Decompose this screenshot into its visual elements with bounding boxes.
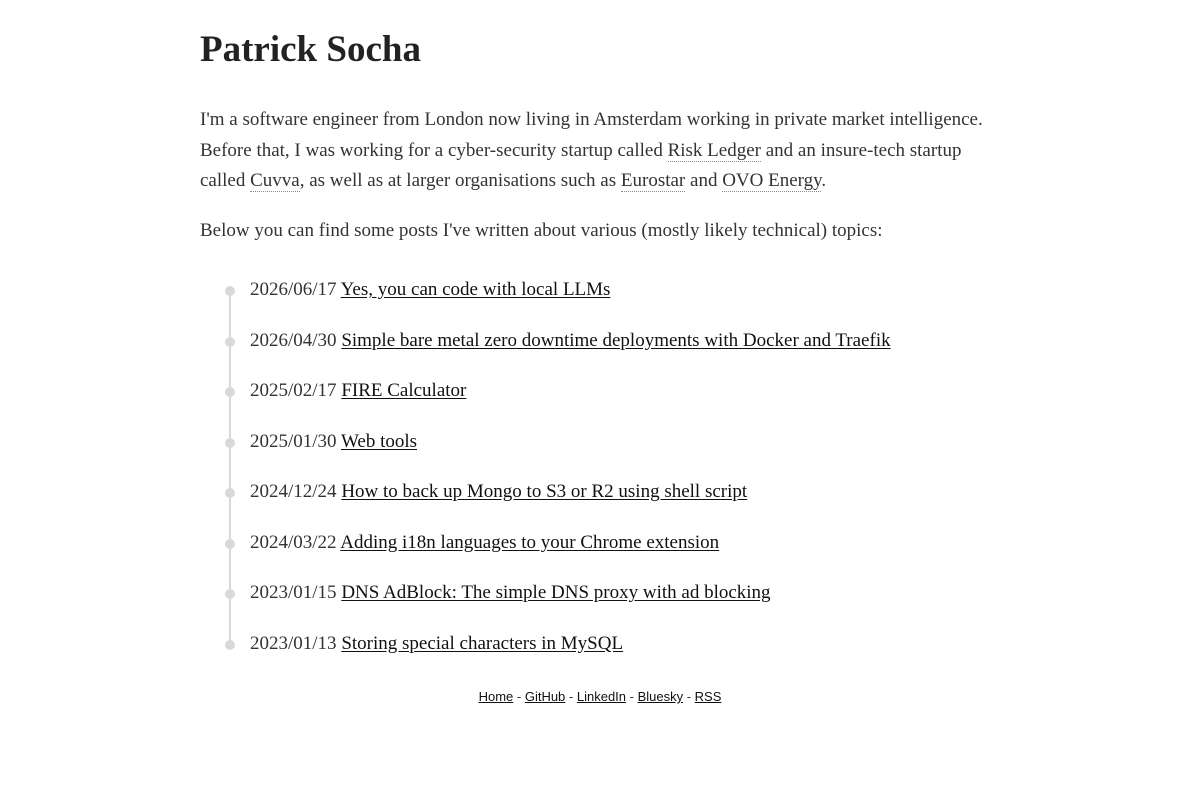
list-item [200,478,1000,506]
cuvva-link[interactable]: Cuvva [250,170,300,191]
timeline-dot-icon [225,337,235,347]
footer-linkedin-link[interactable]: LinkedIn [576,689,627,704]
post-entry [250,276,610,304]
timeline-dot-icon [225,387,235,397]
timeline-dot-icon [225,286,235,296]
footer-separator: - [683,689,695,704]
intro-paragraph [200,105,1000,197]
timeline-dot-icon [225,589,235,599]
post-entry [250,377,466,405]
footer-rss-link[interactable]: RSS [694,689,722,704]
post-entry [250,630,623,658]
post-entry [250,327,891,355]
post-link[interactable]: How to back up Mongo to S3 or R2 using shell script [341,481,748,502]
intro-text-4: and [685,170,723,191]
post-link[interactable]: FIRE Calculator [341,380,467,401]
post-link[interactable]: Storing special characters in MySQL [341,632,624,654]
post-date: 2026/04/30 [250,329,337,351]
post-link[interactable]: Web tools [340,430,418,452]
posts-timeline [200,276,1000,660]
post-link[interactable]: Adding i18n languages to your Chrome extension [340,531,720,553]
post-date: 2024/12/24 [250,481,337,502]
list-item [200,276,1000,304]
footer-separator: - [626,689,638,704]
post-date: 2025/02/17 [250,380,337,401]
footer-bluesky-link[interactable]: Bluesky [637,689,684,704]
post-link[interactable]: Yes, you can code with local LLMs [340,279,611,300]
post-link[interactable]: DNS AdBlock: The simple DNS proxy with ad blocking [341,582,771,603]
intro-text-1: I'm a software engineer from London now living in Amsterdam working in private market intelligence. Before that, I was working for a cyber-security startup called [200,109,983,161]
post-entry [250,478,747,506]
footer-github-link[interactable]: GitHub [524,689,566,704]
post-date: 2024/03/22 [250,531,337,553]
footer-separator: - [513,689,525,704]
ovo-energy-link[interactable]: OVO Energy [722,170,822,191]
timeline-dot-icon [225,488,235,498]
list-item [200,630,1000,658]
footer-nav [0,688,1200,706]
list-item [200,327,1000,355]
post-link[interactable]: Simple bare metal zero downtime deployments with Docker and Traefik [341,329,891,351]
posts-intro: Below you can find some posts I've written about various (mostly likely technical) topics: [200,220,883,241]
post-entry [250,428,417,456]
footer-separator: - [565,689,577,704]
post-date: 2023/01/13 [250,632,337,654]
post-date: 2026/06/17 [250,279,337,300]
post-date: 2025/01/30 [250,430,337,452]
list-item [200,377,1000,405]
post-date: 2023/01/15 [250,582,337,603]
page-title: Patrick Socha [200,29,421,70]
list-item [200,529,1000,557]
list-item [200,428,1000,456]
post-entry [250,579,771,607]
list-item [200,579,1000,607]
intro-text-2: and an insure-tech startup called [200,139,962,191]
risk-ledger-link[interactable]: Risk Ledger [667,139,761,161]
timeline-dot-icon [225,539,235,549]
footer-home-link[interactable]: Home [478,689,514,704]
timeline-dot-icon [225,640,235,650]
post-entry [250,529,719,557]
timeline-dot-icon [225,438,235,448]
eurostar-link[interactable]: Eurostar [620,170,686,191]
intro-text-3: , as well as at larger organisations such as [299,170,621,191]
intro-text-5: . [821,170,827,191]
